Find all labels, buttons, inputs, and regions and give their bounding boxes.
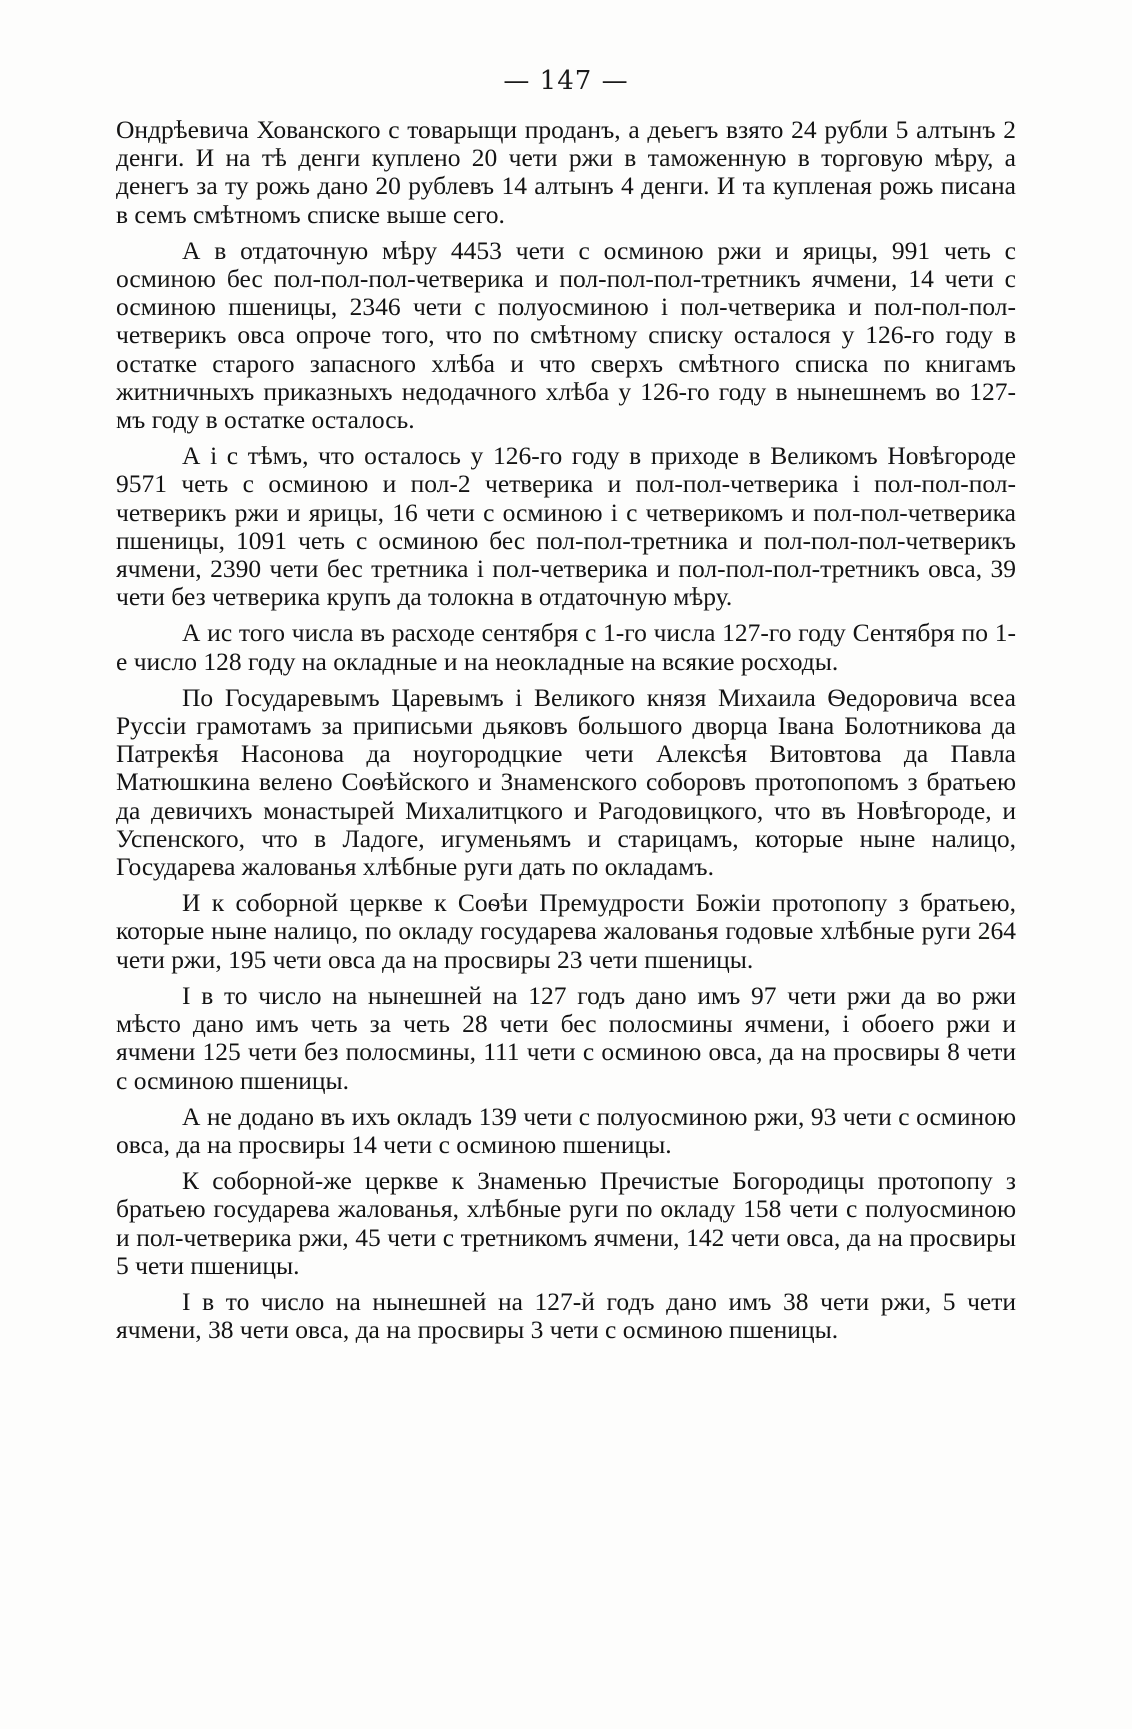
paragraph: По Государевымъ Царевымъ і Великого князя Михаила Ѳедоровича всеа Руссіи грамотамъ за приписьми дьяковъ большого дворца Івана Болотникова да Патрекѣя Насонова да ноугородцкие чети Алексѣя Витовтова да Павла Матюшкина велено Соѳѣйского и Знаменского соборовъ протопопомъ з братьею да девичихъ монастырей Михалитцкого и Рагодовицкого, что въ Новѣгороде, и Успенского, что в Ладоге, игуменьямъ и старицамъ, которые ныне налицо, Государева жалованья хлѣбные руги дать по окладамъ. <box>116 682 1016 882</box>
page-text <box>116 116 1016 1344</box>
paragraph: И к соборной церкве к Соѳѣи Премудрости Божіи протопопу з братьею, которые ныне налицо, по окладу государева жалованья годовые хлѣбные руги 264 чети ржи, 195 чети овса да на просвиры 23 чети пшеницы. <box>116 888 1016 974</box>
paragraph: А не додано въ ихъ окладъ 139 чети с полуосминою ржи, 93 чети с осминою овса, да на просвиры 14 чети с осминою пшеницы. <box>116 1101 1016 1159</box>
paragraph: Ондрѣевича Хованского с товарыщи проданъ, а деьегъ взято 24 рубли 5 алтынъ 2 денги. И на тѣ денги куплено 20 чети ржи в таможенную в торговую мѣру, а денегъ за ту рожь дано 20 рублевъ 14 алтынъ 4 денги. И та купленая рожь писана в семъ смѣтномъ списке выше сего. <box>116 115 1016 229</box>
paragraph: А і с тѣмъ, что осталось у 126-го году в приходе в Великомъ Новѣгороде 9571 четь с осминою и пол-2 четверика и пол-пол-четверика і пол-пол-пол-четверикъ ржи и ярицы, 16 чети с осминою і с четверикомъ и пол-пол-четверика пшеницы, 1091 четь с осминою бес пол-пол-третника и пол-пол-пол-четверикъ ячмени, 2390 чети бес третника і пол-четверика и пол-пол-пол-третникъ овса, 39 чети без четверика крупъ да толокна в отдаточную мѣру. <box>116 441 1016 612</box>
paragraph: І в то число на нынешней на 127-й годъ дано имъ 38 чети ржи, 5 чети ячмени, 38 чети овса, да на просвиры 3 чети с осминою пшеницы. <box>116 1286 1016 1345</box>
paragraph: А в отдаточную мѣру 4453 чети с осминою ржи и ярицы, 991 четь с осминою бес пол-пол-пол-четверика и пол-пол-пол-третникъ ячмени, 14 чети с осминою пшеницы, 2346 чети с полуосминою і пол-четверика и пол-пол-пол-четверикъ овса опроче того, что по смѣтному списку осталося у 126-го году в остатке старого запасного хлѣба и что сверхъ смѣтного списка по книгамъ житничныхъ приказныхъ недодачного хлѣба у 126-го году в нынешнемъ во 127-мъ году в остатке осталось. <box>116 235 1016 435</box>
paragraph: К соборной-же церкве к Знаменью Пречистые Богородицы протопопу з братьею государева жалованья, хлѣбные руги по окладу 158 чети с полуосминою и пол-четверика ржи, 45 чети с третникомъ ячмени, 142 чети овса, да на просвиры 5 чети пшеницы. <box>116 1166 1016 1280</box>
paragraph: І в то число на нынешней на 127 годъ дано имъ 97 чети ржи да во ржи мѣсто дано имъ четь за четь 28 чети бес полосмины ячмени, і обоего ржи и ячмени 125 чети без полосмины, 111 чети с осминою овса, да на просвиры 8 чети с осминою пшеницы. <box>116 980 1016 1095</box>
page-number: — 147 — <box>503 66 629 96</box>
paragraph: А ис того числа въ расходе сентября с 1-го числа 127-го году Сентября по 1-е число 128 году на окладные и на неокладные на всякие росходы. <box>116 618 1016 676</box>
